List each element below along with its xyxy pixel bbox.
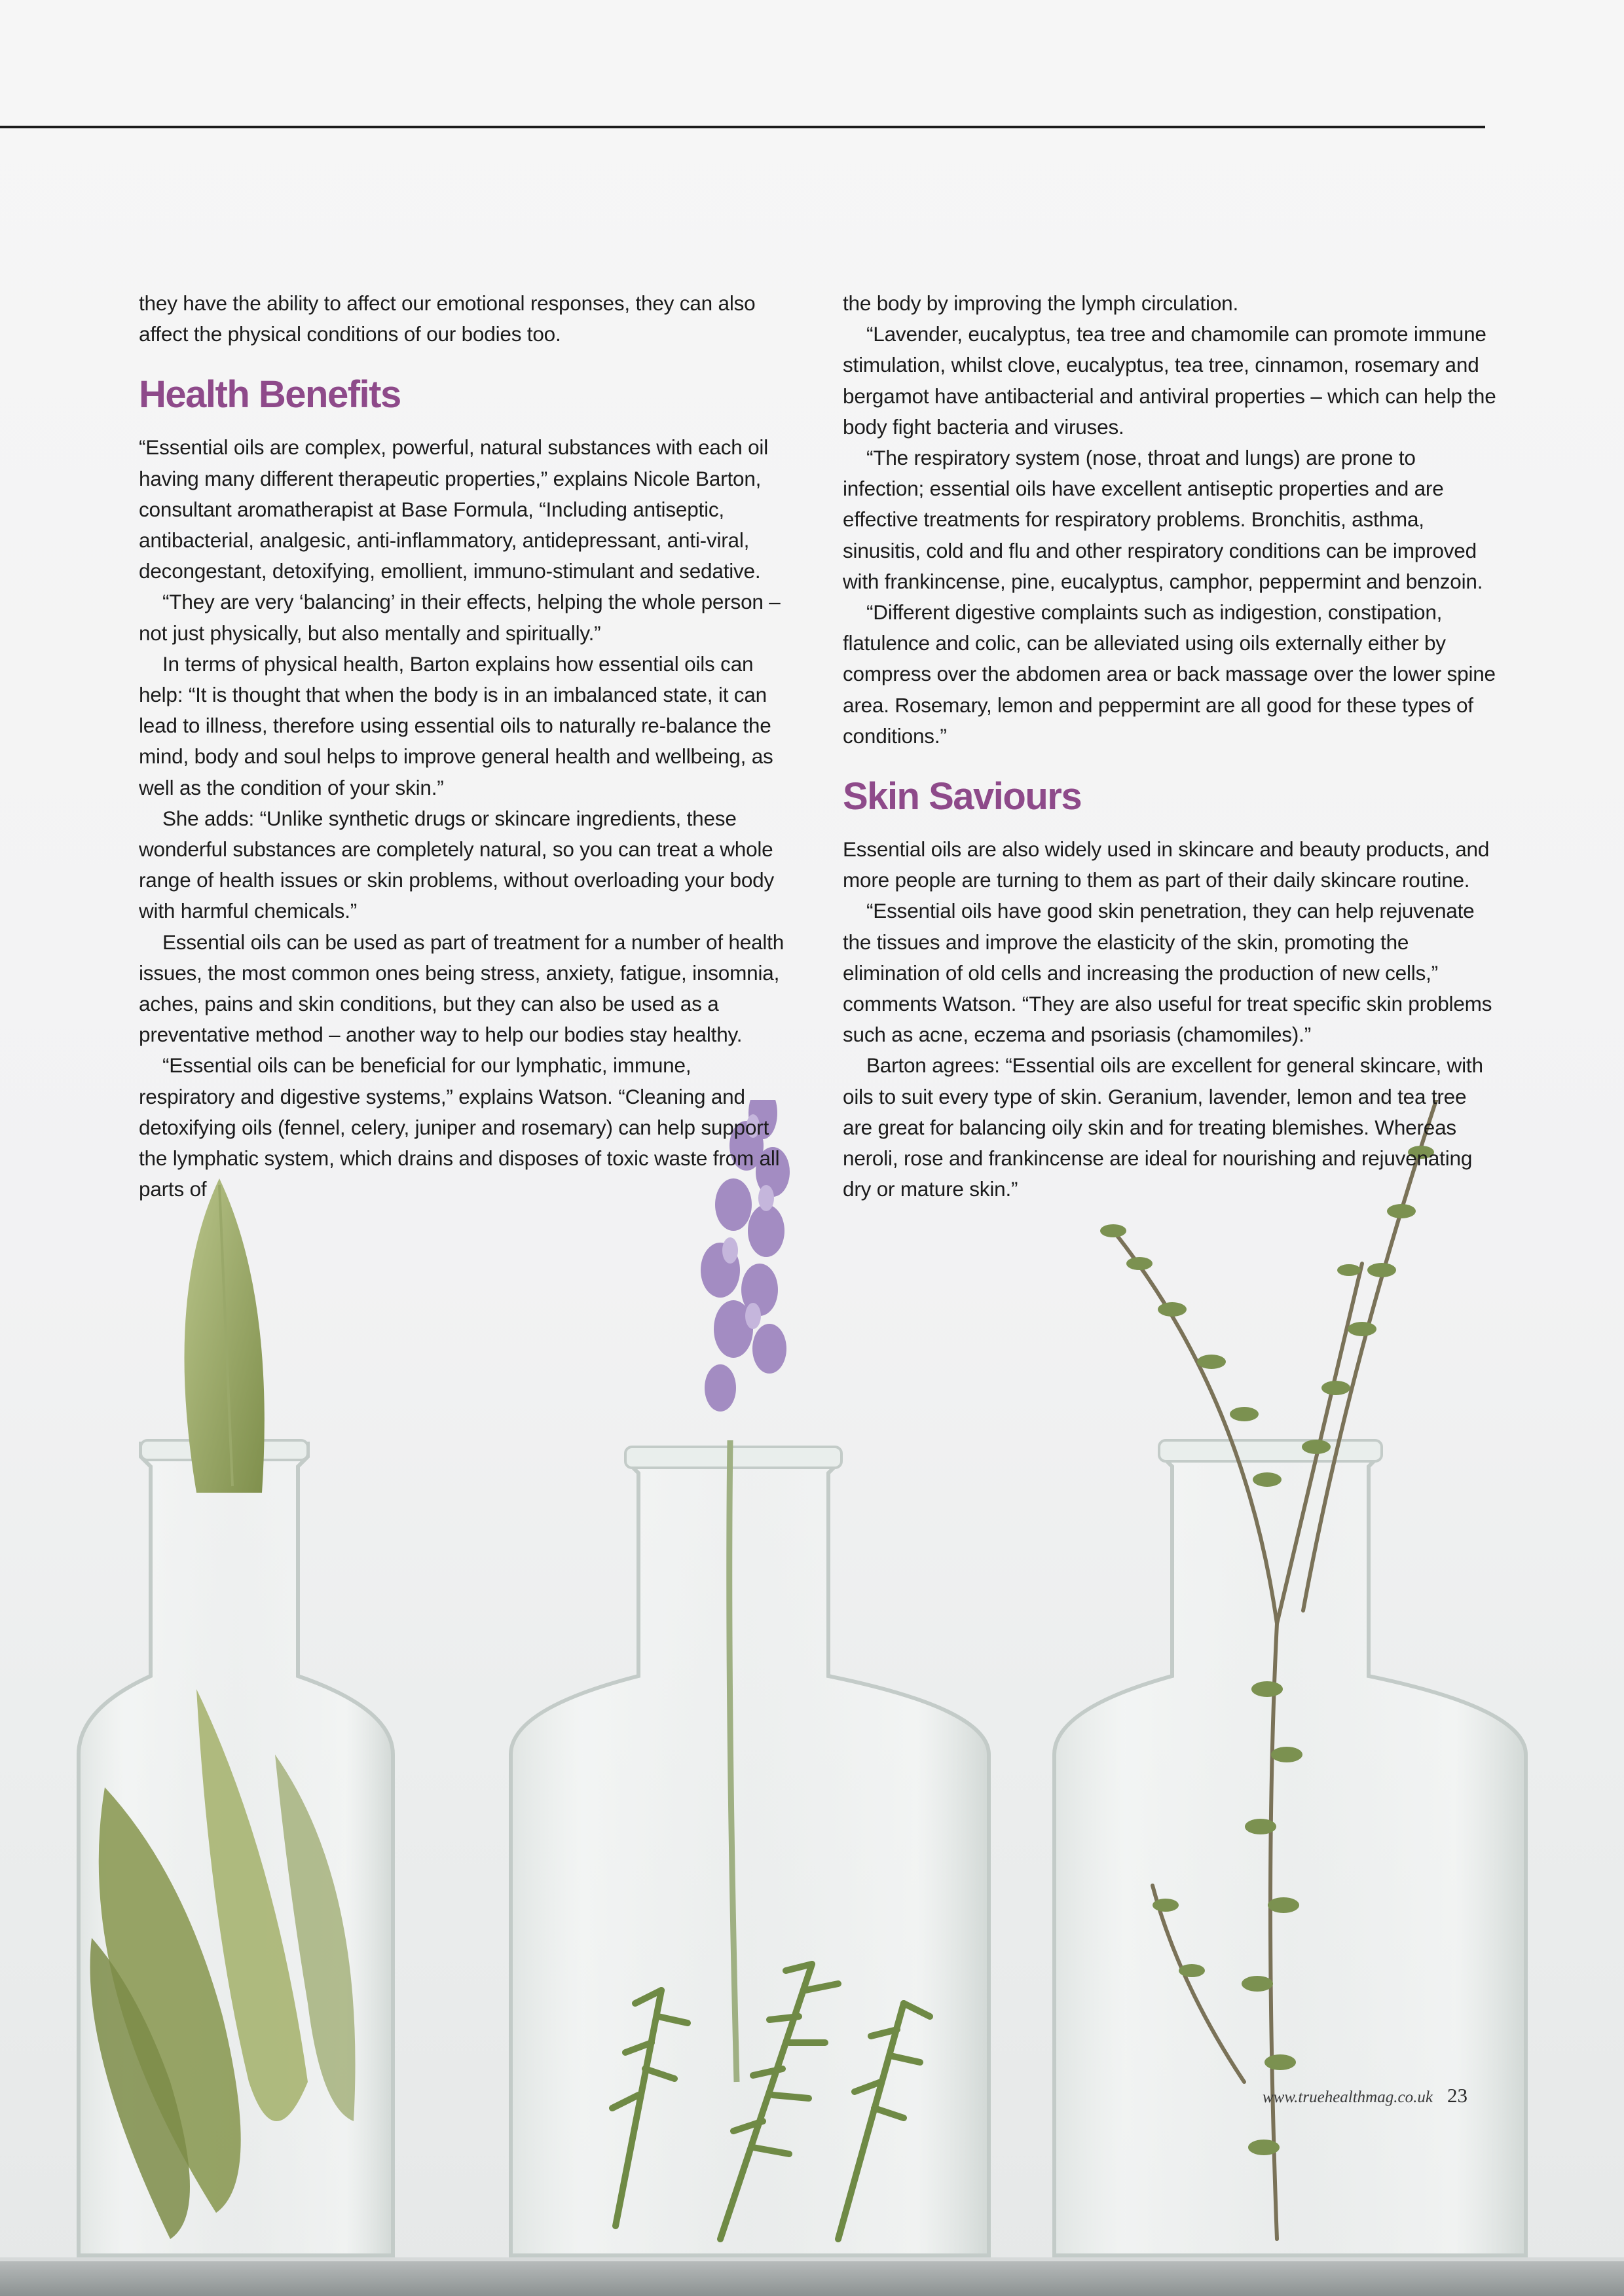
body-paragraph: “They are very ‘balancing’ in their effects, helping the whole person – not just physically, but also mentally and spiritually.” — [139, 590, 781, 645]
sage-bottle — [79, 1178, 393, 2255]
top-rule — [0, 126, 1485, 128]
thyme-bottle — [1054, 1100, 1526, 2255]
body-paragraph: “Essential oils have good skin penetration, they can help rejuvenate the tissues and improve the elasticity of the skin, promoting the elimination of old cells and increasing the production of new cells,” comments Watson. “They are also useful for treat specific skin problems such as acne, eczema and psoriasis (chamomiles).” — [843, 899, 1492, 1047]
page-footer — [1263, 2084, 1467, 2107]
body-paragraph: In terms of physical health, Barton explains how essential oils can help: “It is thought that when the body is in an imbalanced state, it can lead to illness, therefore using essential oils to naturally re-balance the mind, body and soul helps to improve general health and wellbeing, as well as the condition of your skin.” — [139, 651, 773, 799]
body-paragraph: She adds: “Unlike synthetic drugs or skincare ingredients, these wonderful substances are completely natural, so you can treat a whole range of health issues or skin problems, without overloading your body with harmful chemicals.” — [139, 806, 775, 923]
body-paragraph: “Different digestive complaints such as indigestion, constipation, flatulence and colic, can be alleviated using oils externally either by compress over the abdomen area or back massage over the lower spine area. Rosemary, lemon and peppermint are all good for these types of conditions.” — [843, 600, 1496, 748]
intro-paragraph: they have the ability to affect our emotional responses, they can also affect the physical conditions of our bodies too. — [139, 291, 756, 346]
right-column — [843, 288, 1498, 1205]
footer-url: www.truehealthmag.co.uk — [1263, 2088, 1433, 2106]
herb-bottles-photo — [0, 1100, 1624, 2296]
page-number: 23 — [1447, 2084, 1467, 2107]
body-paragraph: the body by improving the lymph circulation. — [843, 291, 1239, 315]
skin-saviours-heading: Skin Saviours — [843, 775, 1082, 818]
body-paragraph: Barton agrees: “Essential oils are excellent for general skincare, with oils to suit every type of skin. Geranium, lavender, lemon and tea tree are great for balancing oily skin and for treating blemishes. Whereas neroli, rose and frankincense are ideal for nourishing and rejuvenating dry or mature skin.” — [843, 1053, 1483, 1201]
health-benefits-heading: Health Benefits — [139, 373, 401, 416]
body-paragraph: “The respiratory system (nose, throat and lungs) are prone to infection; essential oils have excellent antiseptic properties and are effective treatments for respiratory problems. Bronchitis, asthma, sinusitis, cold and flu and other respiratory conditions can be improved with frankincense, pine, eucalyptus, camphor, peppermint and benzoin. — [843, 446, 1483, 593]
body-paragraph: “Lavender, eucalyptus, tea tree and chamomile can promote immune stimulation, whilst clove, eucalyptus, tea tree, cinnamon, rosemary and bergamot have antibacterial and antiviral properties – which can help the body fight bacteria and viruses. — [843, 322, 1496, 439]
lavender-bottle — [511, 1100, 989, 2255]
body-paragraph: Essential oils can be used as part of treatment for a number of health issues, the most common ones being stress, anxiety, fatigue, insomnia, aches, pains and skin conditions, but they can also be used as a preventative method – another way to help our bodies stay healthy. — [139, 930, 784, 1047]
body-paragraph: “Essential oils are complex, powerful, natural substances with each oil having many different therapeutic properties,” explains Nicole Barton, consultant aromatherapist at Base Formula, “Including antiseptic, antibacterial, analgesic, anti-inflammatory, antidepressant, anti-viral, decongestant, detoxifying, emollient, immuno-stimulant and sedative. — [139, 435, 769, 583]
body-paragraph: Essential oils are also widely used in skincare and beauty products, and more people are turning to them as part of their daily skincare routine. — [843, 837, 1490, 892]
body-paragraph: “Essential oils can be beneficial for our lymphatic, immune, respiratory and digestive systems,” explains Watson. “Cleaning and detoxifying oils (fennel, celery, juniper and rosemary) can help support the lymphatic system, which drains and disposes of toxic waste from all parts of — [139, 1053, 780, 1201]
left-column — [139, 288, 787, 1205]
